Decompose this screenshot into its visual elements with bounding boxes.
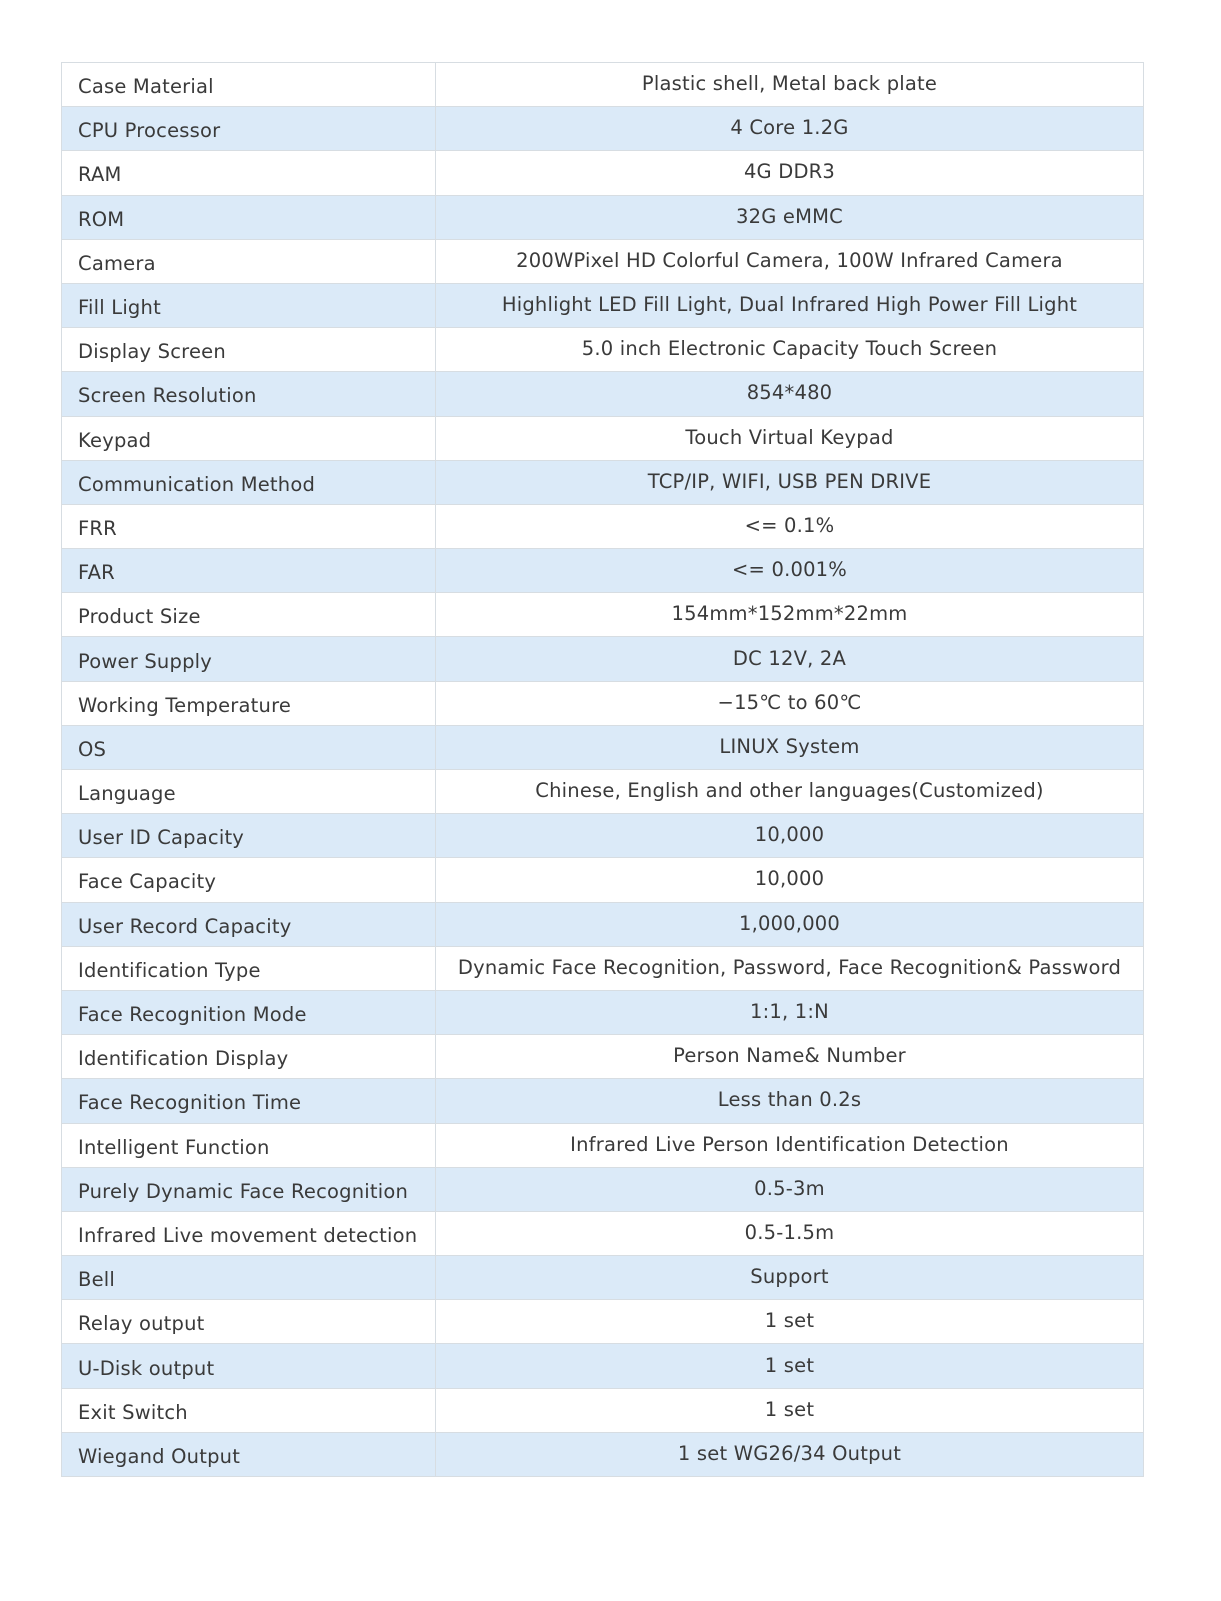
spec-row-u-disk-output: [62, 1344, 1144, 1388]
spec-value: 0.5-1.5m: [436, 1211, 1144, 1255]
spec-label: OS: [62, 725, 436, 769]
spec-row-power-supply: [62, 637, 1144, 681]
spec-label: Face Capacity: [62, 858, 436, 902]
spec-value: 4G DDR3: [436, 151, 1144, 195]
spec-value: Dynamic Face Recognition, Password, Face Recognition& Password: [436, 946, 1144, 990]
spec-value: <= 0.1%: [436, 504, 1144, 548]
spec-row-face-capacity: [62, 858, 1144, 902]
spec-label: Communication Method: [62, 460, 436, 504]
spec-label: Fill Light: [62, 283, 436, 327]
spec-value: Less than 0.2s: [436, 1079, 1144, 1123]
spec-row-relay-output: [62, 1300, 1144, 1344]
spec-value: 1:1, 1:N: [436, 990, 1144, 1034]
spec-value: <= 0.001%: [436, 549, 1144, 593]
spec-value: 10,000: [436, 814, 1144, 858]
spec-value: 1,000,000: [436, 902, 1144, 946]
spec-row-camera: [62, 239, 1144, 283]
spec-label: Bell: [62, 1256, 436, 1300]
spec-row-far: [62, 549, 1144, 593]
spec-row-face-recognition-mode: [62, 990, 1144, 1034]
spec-value: 1 set: [436, 1388, 1144, 1432]
spec-label: Face Recognition Time: [62, 1079, 436, 1123]
spec-label: U-Disk output: [62, 1344, 436, 1388]
spec-label: User Record Capacity: [62, 902, 436, 946]
spec-value: Person Name& Number: [436, 1035, 1144, 1079]
spec-row-fill-light: [62, 283, 1144, 327]
spec-row-infrared-live-movement-detection: [62, 1211, 1144, 1255]
spec-value: Chinese, English and other languages(Customized): [436, 770, 1144, 814]
spec-value: 0.5-3m: [436, 1167, 1144, 1211]
spec-value: Touch Virtual Keypad: [436, 416, 1144, 460]
spec-label: Purely Dynamic Face Recognition: [62, 1167, 436, 1211]
spec-row-identification-display: [62, 1035, 1144, 1079]
spec-label: FAR: [62, 549, 436, 593]
spec-value: −15℃ to 60℃: [436, 681, 1144, 725]
spec-label: FRR: [62, 504, 436, 548]
spec-value: 1 set: [436, 1300, 1144, 1344]
spec-value: TCP/IP, WIFI, USB PEN DRIVE: [436, 460, 1144, 504]
spec-value: 5.0 inch Electronic Capacity Touch Screen: [436, 328, 1144, 372]
spec-label: ROM: [62, 195, 436, 239]
spec-row-case-material: [62, 63, 1144, 107]
spec-row-display-screen: [62, 328, 1144, 372]
spec-row-ram: [62, 151, 1144, 195]
spec-label: Display Screen: [62, 328, 436, 372]
spec-value: Support: [436, 1256, 1144, 1300]
spec-value: Infrared Live Person Identification Detection: [436, 1123, 1144, 1167]
spec-label: RAM: [62, 151, 436, 195]
spec-value: Plastic shell, Metal back plate: [436, 63, 1144, 107]
spec-value: 154mm*152mm*22mm: [436, 593, 1144, 637]
spec-value: 10,000: [436, 858, 1144, 902]
spec-value: Highlight LED Fill Light, Dual Infrared High Power Fill Light: [436, 283, 1144, 327]
spec-row-language: [62, 770, 1144, 814]
spec-label: Power Supply: [62, 637, 436, 681]
spec-label: Relay output: [62, 1300, 436, 1344]
spec-value: 32G eMMC: [436, 195, 1144, 239]
spec-label: CPU Processor: [62, 107, 436, 151]
spec-label: Identification Display: [62, 1035, 436, 1079]
spec-table: [61, 62, 1144, 1477]
spec-label: Working Temperature: [62, 681, 436, 725]
spec-row-keypad: [62, 416, 1144, 460]
spec-value: LINUX System: [436, 725, 1144, 769]
spec-row-user-id-capacity: [62, 814, 1144, 858]
spec-row-bell: [62, 1256, 1144, 1300]
spec-label: Wiegand Output: [62, 1432, 436, 1476]
spec-label: Infrared Live movement detection: [62, 1211, 436, 1255]
spec-row-frr: [62, 504, 1144, 548]
spec-label: Keypad: [62, 416, 436, 460]
spec-value: 4 Core 1.2G: [436, 107, 1144, 151]
spec-label: User ID Capacity: [62, 814, 436, 858]
spec-value: 854*480: [436, 372, 1144, 416]
spec-value: DC 12V, 2A: [436, 637, 1144, 681]
spec-row-wiegand-output: [62, 1432, 1144, 1476]
spec-label: Product Size: [62, 593, 436, 637]
spec-value: 200WPixel HD Colorful Camera, 100W Infrared Camera: [436, 239, 1144, 283]
spec-row-product-size: [62, 593, 1144, 637]
spec-row-screen-resolution: [62, 372, 1144, 416]
spec-label: Case Material: [62, 63, 436, 107]
spec-label: Screen Resolution: [62, 372, 436, 416]
spec-value: 1 set: [436, 1344, 1144, 1388]
spec-row-purely-dynamic-face-recognition: [62, 1167, 1144, 1211]
spec-value: 1 set WG26/34 Output: [436, 1432, 1144, 1476]
spec-label: Camera: [62, 239, 436, 283]
spec-label: Exit Switch: [62, 1388, 436, 1432]
spec-label: Intelligent Function: [62, 1123, 436, 1167]
spec-row-exit-switch: [62, 1388, 1144, 1432]
spec-row-cpu-processor: [62, 107, 1144, 151]
spec-row-identification-type: [62, 946, 1144, 990]
spec-label: Language: [62, 770, 436, 814]
spec-row-rom: [62, 195, 1144, 239]
spec-label: Face Recognition Mode: [62, 990, 436, 1034]
spec-row-user-record-capacity: [62, 902, 1144, 946]
spec-label: Identification Type: [62, 946, 436, 990]
spec-row-intelligent-function: [62, 1123, 1144, 1167]
spec-row-communication-method: [62, 460, 1144, 504]
spec-row-face-recognition-time: [62, 1079, 1144, 1123]
spec-row-os: [62, 725, 1144, 769]
spec-row-working-temperature: [62, 681, 1144, 725]
